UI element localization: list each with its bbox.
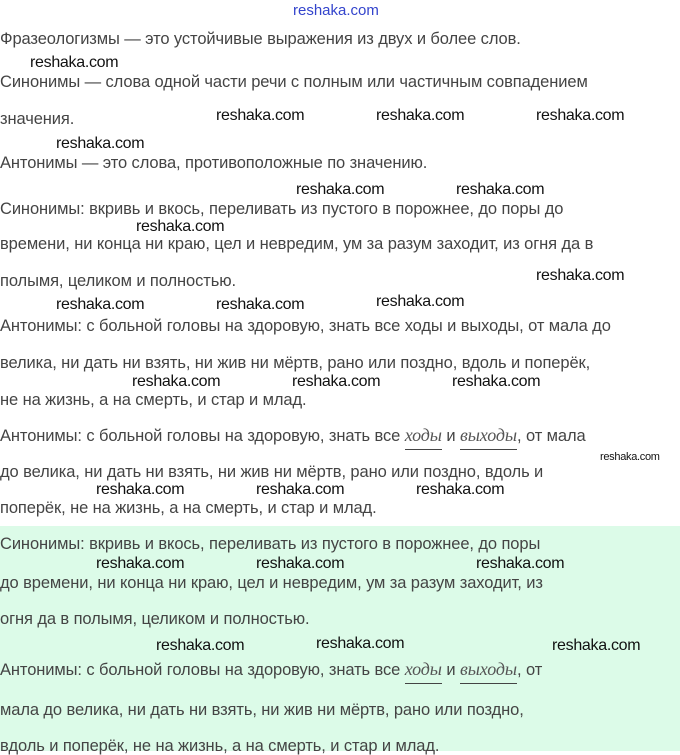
text-line: значения. <box>0 110 75 128</box>
site-header-link[interactable]: reshaka.com <box>293 2 379 19</box>
text-line: огня да в полымя, целиком и полностью. <box>0 610 310 628</box>
text-line <box>0 661 542 679</box>
watermark: reshaka.com <box>292 373 381 390</box>
watermark: reshaka.com <box>416 481 505 498</box>
watermark: reshaka.com <box>376 107 465 124</box>
watermark: reshaka.com <box>600 451 660 463</box>
watermark: reshaka.com <box>536 267 625 284</box>
text-line: Синонимы: вкривь и вкось, переливать из пустого в порожнее, до поры <box>0 535 541 553</box>
text: и <box>441 661 460 679</box>
watermark: reshaka.com <box>96 481 185 498</box>
watermark: reshaka.com <box>56 135 145 152</box>
text-line: Антонимы — это слова, противоположные по значению. <box>0 154 428 172</box>
text-line: велика, ни дать ни взять, ни жив ни мёртв, рано или поздно, вдоль и поперёк, <box>0 354 591 372</box>
text-line: до времени, ни конца ни краю, цел и невредим, ум за разум заходит, из <box>0 574 543 592</box>
watermark: reshaka.com <box>376 293 465 310</box>
watermark: reshaka.com <box>476 555 565 572</box>
text-line: Фразеологизмы — это устойчивые выражения из двух и более слов. <box>0 30 521 48</box>
text-line: до велика, ни дать ни взять, ни жив ни мёртв, рано или поздно, вдоль и <box>0 463 544 481</box>
watermark: reshaka.com <box>216 296 305 313</box>
text-line: Синонимы: вкривь и вкось, переливать из пустого в порожнее, до поры до <box>0 200 564 218</box>
watermark: reshaka.com <box>96 555 185 572</box>
text-line: вдоль и поперёк, не на жизнь, а на смерть, и стар и млад. <box>0 737 440 755</box>
underlined-word: ходы <box>405 659 442 684</box>
watermark: reshaka.com <box>132 373 221 390</box>
watermark: reshaka.com <box>30 54 119 71</box>
watermark: reshaka.com <box>536 107 625 124</box>
text-line: времени, ни конца ни краю, цел и невредим, ум за разум заходит, из огня да в <box>0 235 594 253</box>
watermark: reshaka.com <box>452 373 541 390</box>
text-line: Антонимы: с больной головы на здоровую, знать все ходы и выходы, от мала до <box>0 317 611 335</box>
text-line: не на жизнь, а на смерть, и стар и млад. <box>0 391 307 409</box>
watermark: reshaka.com <box>552 637 641 654</box>
text: и <box>441 427 460 445</box>
underlined-word: выходы <box>460 659 517 684</box>
watermark: reshaka.com <box>296 181 385 198</box>
text-line: полымя, целиком и полностью. <box>0 272 236 290</box>
watermark: reshaka.com <box>156 637 245 654</box>
underlined-word: ходы <box>405 425 442 450</box>
text: , от мала <box>517 427 586 445</box>
watermark: reshaka.com <box>56 296 145 313</box>
underlined-word: выходы <box>460 425 517 450</box>
watermark: reshaka.com <box>136 218 225 235</box>
watermark: reshaka.com <box>256 555 345 572</box>
text-line: мала до велика, ни дать ни взять, ни жив ни мёртв, рано или поздно, <box>0 701 524 719</box>
watermark: reshaka.com <box>456 181 545 198</box>
text: , от <box>517 661 543 679</box>
text: Антонимы: с больной головы на здоровую, знать все <box>0 427 405 445</box>
watermark: reshaka.com <box>256 481 345 498</box>
text-line <box>0 427 586 445</box>
text: Антонимы: с больной головы на здоровую, знать все <box>0 661 405 679</box>
watermark: reshaka.com <box>216 107 305 124</box>
text-line: поперёк, не на жизнь, а на смерть, и стар и млад. <box>0 499 377 517</box>
watermark: reshaka.com <box>316 635 405 652</box>
text-line: Синонимы — слова одной части речи с полным или частичным совпадением <box>0 73 588 91</box>
